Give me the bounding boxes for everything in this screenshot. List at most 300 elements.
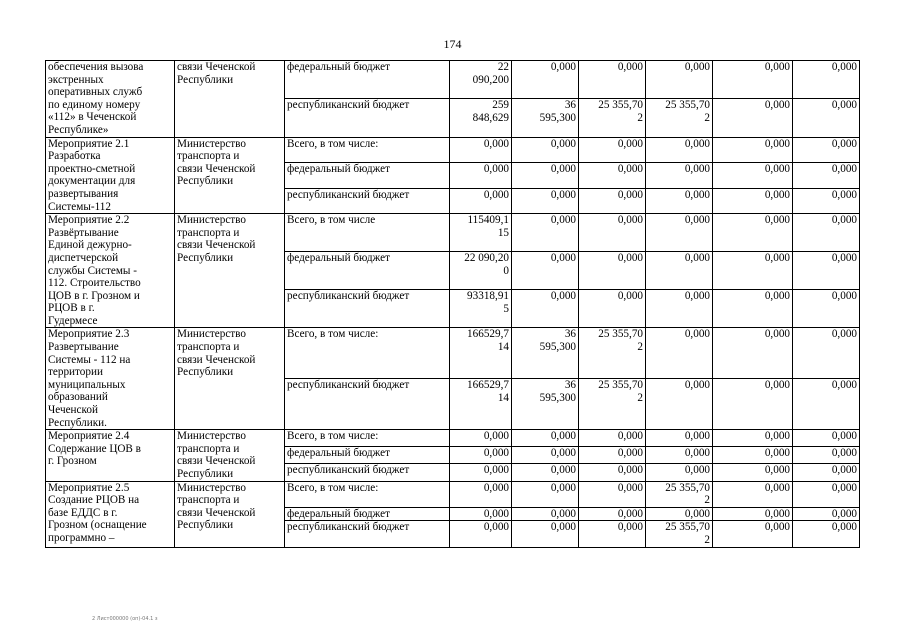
responsible-line: транспорта и bbox=[177, 226, 240, 239]
amount-cell bbox=[793, 214, 860, 252]
amount-cell bbox=[793, 61, 860, 99]
amount-line: 14 bbox=[497, 391, 509, 404]
activity-line: Мероприятие 2.3 bbox=[48, 328, 130, 341]
amount-cell bbox=[512, 379, 579, 430]
amount-line: 0,000 bbox=[684, 137, 710, 150]
amount-line: 0,000 bbox=[617, 137, 643, 150]
amount-line: 0,000 bbox=[831, 521, 857, 534]
funding-source-cell: Всего, в том числе bbox=[285, 214, 450, 252]
amount-line: 0,000 bbox=[617, 447, 643, 460]
activity-cell bbox=[46, 137, 175, 214]
responsible-cell bbox=[175, 430, 285, 481]
amount-cell bbox=[646, 214, 713, 252]
activity-line: документации для bbox=[48, 175, 136, 188]
amount-line: 0,000 bbox=[617, 507, 643, 520]
amount-line: 0,000 bbox=[550, 447, 576, 460]
amount-line: 2 bbox=[637, 341, 643, 354]
amount-line: 0,000 bbox=[831, 252, 857, 265]
activity-line: Мероприятие 2.1 bbox=[48, 137, 130, 150]
amount-line: 0,000 bbox=[483, 447, 509, 460]
amount-line: 0,000 bbox=[483, 137, 509, 150]
funding-source-cell: Всего, в том числе: bbox=[285, 328, 450, 379]
amount-cell bbox=[512, 290, 579, 328]
responsible-line: транспорта и bbox=[177, 494, 240, 507]
amount-line: 0,000 bbox=[831, 464, 857, 477]
funding-source-cell: Всего, в том числе: bbox=[285, 481, 450, 507]
activity-line: оперативных служб bbox=[48, 86, 143, 99]
funding-source-cell: федеральный бюджет bbox=[285, 61, 450, 99]
activity-line: Мероприятие 2.5 bbox=[48, 481, 130, 494]
amount-cell bbox=[793, 163, 860, 189]
amount-line: 0,000 bbox=[550, 252, 576, 265]
activity-line: Развертывание bbox=[48, 341, 119, 354]
amount-cell bbox=[512, 252, 579, 290]
responsible-line: Министерство bbox=[177, 481, 246, 494]
amount-cell bbox=[450, 290, 512, 328]
amount-line: 0,000 bbox=[550, 521, 576, 534]
amount-line: 0,000 bbox=[684, 252, 710, 265]
responsible-line: связи Чеченской bbox=[177, 506, 256, 519]
amount-cell bbox=[793, 188, 860, 214]
amount-cell bbox=[579, 430, 646, 447]
activity-line: Системы - 112 на bbox=[48, 353, 131, 366]
amount-line: 0,000 bbox=[550, 188, 576, 201]
amount-line: 0,000 bbox=[831, 328, 857, 341]
responsible-cell bbox=[175, 61, 285, 138]
amount-line: 0,000 bbox=[764, 507, 790, 520]
activity-line: Мероприятие 2.2 bbox=[48, 214, 130, 227]
amount-line: 0,000 bbox=[684, 328, 710, 341]
amount-line: 0,000 bbox=[550, 464, 576, 477]
amount-cell bbox=[646, 290, 713, 328]
amount-line: 0,000 bbox=[764, 447, 790, 460]
activity-line: Мероприятие 2.4 bbox=[48, 430, 130, 443]
amount-cell bbox=[579, 163, 646, 189]
responsible-cell bbox=[175, 328, 285, 430]
activity-line: Республики. bbox=[48, 416, 107, 429]
amount-cell bbox=[646, 252, 713, 290]
amount-line: 0,000 bbox=[483, 188, 509, 201]
amount-line: 090,200 bbox=[472, 73, 509, 86]
amount-line: 22 bbox=[497, 61, 509, 73]
amount-line: 0,000 bbox=[831, 188, 857, 201]
activity-cell bbox=[46, 481, 175, 547]
amount-cell bbox=[793, 447, 860, 464]
amount-line: 0,000 bbox=[684, 507, 710, 520]
amount-line: 0 bbox=[503, 264, 509, 277]
amount-line: 0,000 bbox=[831, 379, 857, 392]
responsible-line: Министерство bbox=[177, 430, 246, 443]
amount-cell bbox=[793, 252, 860, 290]
amount-cell bbox=[646, 447, 713, 464]
amount-cell bbox=[646, 507, 713, 521]
amount-line: 0,000 bbox=[617, 481, 643, 494]
funding-source-cell: республиканский бюджет bbox=[285, 188, 450, 214]
activity-line: Единой дежурно- bbox=[48, 239, 132, 252]
amount-line: 2 bbox=[704, 533, 710, 546]
responsible-line: Республики bbox=[177, 251, 234, 264]
amount-line: 14 bbox=[497, 341, 509, 354]
amount-cell bbox=[646, 163, 713, 189]
amount-line: 0,000 bbox=[831, 507, 857, 520]
amount-line: 0,000 bbox=[550, 214, 576, 227]
amount-line: 0,000 bbox=[764, 430, 790, 443]
amount-line: 166529,7 bbox=[467, 328, 509, 341]
responsible-line: Министерство bbox=[177, 328, 246, 341]
amount-cell bbox=[450, 252, 512, 290]
funding-source-cell: республиканский бюджет bbox=[285, 379, 450, 430]
amount-cell bbox=[646, 481, 713, 507]
activity-line: Создание РЦОВ на bbox=[48, 494, 140, 507]
amount-cell bbox=[512, 521, 579, 547]
amount-cell bbox=[579, 99, 646, 137]
amount-line: 0,000 bbox=[550, 61, 576, 73]
activity-line: г. Грозном bbox=[48, 455, 97, 468]
responsible-line: связи Чеченской bbox=[177, 239, 256, 252]
funding-source-cell: федеральный бюджет bbox=[285, 163, 450, 189]
activity-line: Чеченской bbox=[48, 404, 98, 417]
amount-cell bbox=[450, 61, 512, 99]
activity-line: РЦОВ в г. bbox=[48, 302, 95, 315]
amount-cell bbox=[512, 188, 579, 214]
amount-line: 0,000 bbox=[617, 521, 643, 534]
amount-cell bbox=[450, 507, 512, 521]
amount-cell bbox=[793, 521, 860, 547]
amount-cell bbox=[793, 137, 860, 163]
amount-cell bbox=[512, 137, 579, 163]
activity-cell bbox=[46, 430, 175, 481]
amount-line: 0,000 bbox=[617, 214, 643, 227]
amount-cell bbox=[450, 328, 512, 379]
activity-cell bbox=[46, 61, 175, 138]
amount-cell bbox=[512, 447, 579, 464]
amount-line: 595,300 bbox=[539, 341, 576, 354]
budget-table bbox=[45, 60, 860, 548]
amount-line: 0,000 bbox=[684, 188, 710, 201]
amount-line: 0,000 bbox=[550, 137, 576, 150]
amount-line: 0,000 bbox=[764, 163, 790, 176]
amount-line: 0,000 bbox=[831, 214, 857, 227]
amount-line: 0,000 bbox=[764, 379, 790, 392]
amount-cell bbox=[450, 430, 512, 447]
table-row bbox=[46, 481, 860, 507]
amount-cell bbox=[450, 464, 512, 481]
amount-cell bbox=[450, 214, 512, 252]
amount-cell bbox=[579, 447, 646, 464]
amount-cell bbox=[512, 99, 579, 137]
amount-line: 2 bbox=[704, 494, 710, 507]
activity-line: Разработка bbox=[48, 150, 101, 163]
responsible-line: Республики bbox=[177, 366, 234, 379]
amount-line: 0,000 bbox=[684, 447, 710, 460]
amount-cell bbox=[450, 521, 512, 547]
amount-cell bbox=[646, 521, 713, 547]
amount-cell bbox=[579, 137, 646, 163]
amount-line: 0,000 bbox=[617, 252, 643, 265]
responsible-cell bbox=[175, 214, 285, 328]
amount-line: 25 355,70 bbox=[665, 521, 710, 534]
amount-line: 0,000 bbox=[617, 430, 643, 443]
amount-line: 0,000 bbox=[684, 163, 710, 176]
amount-cell bbox=[512, 214, 579, 252]
table-row bbox=[46, 61, 860, 99]
table-row bbox=[46, 328, 860, 379]
amount-line: 848,629 bbox=[472, 111, 509, 124]
activity-line: территории bbox=[48, 366, 103, 379]
amount-line: 5 bbox=[503, 302, 509, 315]
amount-cell bbox=[793, 430, 860, 447]
amount-line: 0,000 bbox=[831, 481, 857, 494]
responsible-line: транспорта и bbox=[177, 150, 240, 163]
amount-cell bbox=[793, 99, 860, 137]
activity-line: диспетчерской bbox=[48, 251, 119, 264]
amount-line: 0,000 bbox=[684, 61, 710, 73]
responsible-line: Республики bbox=[177, 175, 234, 188]
activity-line: «112» в Чеченской bbox=[48, 111, 137, 124]
funding-source-cell: федеральный бюджет bbox=[285, 447, 450, 464]
amount-line: 0,000 bbox=[617, 464, 643, 477]
amount-line: 115409,1 bbox=[467, 214, 509, 227]
amount-line: 0,000 bbox=[684, 464, 710, 477]
activity-line: программно – bbox=[48, 531, 115, 544]
amount-cell bbox=[713, 99, 793, 137]
activity-cell bbox=[46, 214, 175, 328]
responsible-line: Республики bbox=[177, 468, 234, 480]
responsible-line: Министерство bbox=[177, 214, 246, 227]
table-row bbox=[46, 137, 860, 163]
amount-line: 0,000 bbox=[483, 430, 509, 443]
amount-cell bbox=[713, 290, 793, 328]
amount-line: 0,000 bbox=[483, 521, 509, 534]
amount-cell bbox=[579, 252, 646, 290]
responsible-line: связи Чеченской bbox=[177, 455, 256, 468]
table-row bbox=[46, 430, 860, 447]
amount-line: 0,000 bbox=[550, 430, 576, 443]
amount-cell bbox=[579, 481, 646, 507]
amount-line: 0,000 bbox=[550, 507, 576, 520]
activity-line: проектно-сметной bbox=[48, 162, 136, 175]
activity-line: Содержание ЦОВ в bbox=[48, 442, 141, 455]
amount-cell bbox=[579, 188, 646, 214]
amount-cell bbox=[579, 521, 646, 547]
amount-line: 0,000 bbox=[764, 137, 790, 150]
amount-line: 0,000 bbox=[483, 163, 509, 176]
amount-cell bbox=[579, 214, 646, 252]
amount-cell bbox=[713, 507, 793, 521]
responsible-line: Республики bbox=[177, 73, 234, 86]
amount-cell bbox=[646, 61, 713, 99]
amount-line: 2 bbox=[637, 111, 643, 124]
amount-cell bbox=[713, 328, 793, 379]
amount-cell bbox=[512, 430, 579, 447]
activity-line: Системы-112 bbox=[48, 200, 111, 213]
funding-source-cell: федеральный бюджет bbox=[285, 252, 450, 290]
amount-cell bbox=[713, 379, 793, 430]
responsible-line: Министерство bbox=[177, 137, 246, 150]
amount-line: 25 355,70 bbox=[598, 99, 643, 112]
amount-line: 0,000 bbox=[831, 290, 857, 303]
amount-line: 0,000 bbox=[764, 328, 790, 341]
funding-source-cell: Всего, в том числе: bbox=[285, 430, 450, 447]
activity-line: базе ЕДДС в г. bbox=[48, 506, 118, 519]
amount-line: 0,000 bbox=[617, 188, 643, 201]
amount-line: 0,000 bbox=[684, 290, 710, 303]
amount-line: 0,000 bbox=[483, 481, 509, 494]
amount-cell bbox=[713, 61, 793, 99]
amount-line: 25 355,70 bbox=[665, 99, 710, 112]
amount-line: 0,000 bbox=[831, 430, 857, 443]
responsible-cell bbox=[175, 481, 285, 547]
amount-cell bbox=[713, 521, 793, 547]
amount-line: 595,300 bbox=[539, 111, 576, 124]
amount-cell bbox=[793, 290, 860, 328]
amount-cell bbox=[450, 163, 512, 189]
amount-line: 0,000 bbox=[764, 252, 790, 265]
funding-source-cell: республиканский бюджет bbox=[285, 99, 450, 137]
amount-line: 15 bbox=[497, 226, 509, 239]
amount-cell bbox=[450, 137, 512, 163]
activity-line: развертывания bbox=[48, 187, 119, 200]
amount-line: 2 bbox=[637, 391, 643, 404]
responsible-cell bbox=[175, 137, 285, 214]
amount-cell bbox=[793, 379, 860, 430]
responsible-line: связи Чеченской bbox=[177, 61, 256, 73]
amount-cell bbox=[713, 163, 793, 189]
activity-line: экстренных bbox=[48, 73, 104, 86]
activity-line: Развёртывание bbox=[48, 226, 119, 239]
amount-cell bbox=[713, 252, 793, 290]
amount-cell bbox=[793, 328, 860, 379]
activity-line: Грозном (оснащение bbox=[48, 519, 147, 532]
amount-line: 0,000 bbox=[684, 379, 710, 392]
amount-line: 0,000 bbox=[764, 464, 790, 477]
amount-line: 0,000 bbox=[684, 430, 710, 443]
amount-line: 0,000 bbox=[550, 163, 576, 176]
amount-line: 166529,7 bbox=[467, 379, 509, 392]
amount-line: 36 bbox=[564, 328, 576, 341]
amount-line: 0,000 bbox=[684, 214, 710, 227]
amount-cell bbox=[512, 163, 579, 189]
activity-line: муниципальных bbox=[48, 378, 126, 391]
amount-cell bbox=[646, 430, 713, 447]
amount-line: 0,000 bbox=[550, 481, 576, 494]
amount-line: 0,000 bbox=[764, 290, 790, 303]
activity-cell bbox=[46, 328, 175, 430]
responsible-line: транспорта и bbox=[177, 341, 240, 354]
amount-line: 0,000 bbox=[764, 99, 790, 112]
amount-line: 0,000 bbox=[550, 290, 576, 303]
funding-source-cell: республиканский бюджет bbox=[285, 464, 450, 481]
activity-line: образований bbox=[48, 391, 108, 404]
amount-cell bbox=[713, 464, 793, 481]
activity-line: службы Системы - bbox=[48, 264, 137, 277]
responsible-line: Республики bbox=[177, 519, 234, 532]
amount-line: 0,000 bbox=[764, 61, 790, 73]
amount-cell bbox=[450, 447, 512, 464]
amount-cell bbox=[579, 379, 646, 430]
amount-cell bbox=[512, 507, 579, 521]
funding-source-cell: республиканский бюджет bbox=[285, 521, 450, 547]
table-row bbox=[46, 214, 860, 252]
amount-line: 0,000 bbox=[831, 99, 857, 112]
amount-cell bbox=[646, 188, 713, 214]
activity-line: 112. Строительство bbox=[48, 277, 141, 290]
amount-line: 25 355,70 bbox=[598, 328, 643, 341]
amount-cell bbox=[646, 137, 713, 163]
responsible-line: связи Чеченской bbox=[177, 353, 256, 366]
amount-cell bbox=[579, 507, 646, 521]
amount-cell bbox=[512, 481, 579, 507]
amount-line: 0,000 bbox=[831, 163, 857, 176]
amount-cell bbox=[713, 188, 793, 214]
amount-cell bbox=[713, 137, 793, 163]
amount-line: 0,000 bbox=[617, 290, 643, 303]
amount-cell bbox=[713, 481, 793, 507]
activity-line: Республике» bbox=[48, 123, 109, 136]
amount-line: 0,000 bbox=[831, 61, 857, 73]
amount-cell bbox=[512, 61, 579, 99]
activity-line: ЦОВ в г. Грозном и bbox=[48, 289, 140, 302]
footer-code: 2 Лист000000 (оп)-04.1 з bbox=[92, 616, 158, 622]
amount-line: 36 bbox=[564, 379, 576, 392]
amount-cell bbox=[713, 430, 793, 447]
amount-cell bbox=[713, 447, 793, 464]
amount-line: 25 355,70 bbox=[665, 481, 710, 494]
responsible-line: транспорта и bbox=[177, 442, 240, 455]
responsible-line: связи Чеченской bbox=[177, 162, 256, 175]
amount-cell bbox=[579, 61, 646, 99]
activity-line: обеспечения вызова bbox=[48, 61, 144, 73]
amount-cell bbox=[646, 99, 713, 137]
amount-cell bbox=[646, 328, 713, 379]
amount-line: 0,000 bbox=[831, 447, 857, 460]
amount-cell bbox=[512, 328, 579, 379]
activity-line: Гудермесе bbox=[48, 314, 98, 327]
amount-line: 595,300 bbox=[539, 391, 576, 404]
funding-source-cell: Всего, в том числе: bbox=[285, 137, 450, 163]
amount-cell bbox=[793, 464, 860, 481]
amount-line: 0,000 bbox=[764, 521, 790, 534]
amount-line: 0,000 bbox=[617, 163, 643, 176]
amount-line: 0,000 bbox=[617, 61, 643, 73]
amount-line: 36 bbox=[564, 99, 576, 112]
amount-line: 0,000 bbox=[764, 481, 790, 494]
amount-cell bbox=[579, 328, 646, 379]
amount-line: 0,000 bbox=[483, 507, 509, 520]
amount-cell bbox=[646, 464, 713, 481]
activity-line: по единому номеру bbox=[48, 98, 141, 111]
amount-line: 22 090,20 bbox=[464, 252, 509, 265]
funding-source-cell: федеральный бюджет bbox=[285, 507, 450, 521]
amount-line: 0,000 bbox=[483, 464, 509, 477]
funding-source-cell: республиканский бюджет bbox=[285, 290, 450, 328]
amount-cell bbox=[450, 188, 512, 214]
amount-line: 25 355,70 bbox=[598, 379, 643, 392]
amount-line: 259 bbox=[492, 99, 509, 112]
amount-cell bbox=[793, 481, 860, 507]
amount-line: 2 bbox=[704, 111, 710, 124]
amount-cell bbox=[713, 214, 793, 252]
amount-line: 0,000 bbox=[764, 188, 790, 201]
amount-cell bbox=[579, 464, 646, 481]
amount-cell bbox=[579, 290, 646, 328]
amount-cell bbox=[646, 379, 713, 430]
amount-cell bbox=[450, 99, 512, 137]
amount-line: 93318,91 bbox=[467, 290, 509, 303]
amount-line: 0,000 bbox=[764, 214, 790, 227]
amount-cell bbox=[450, 379, 512, 430]
amount-cell bbox=[450, 481, 512, 507]
